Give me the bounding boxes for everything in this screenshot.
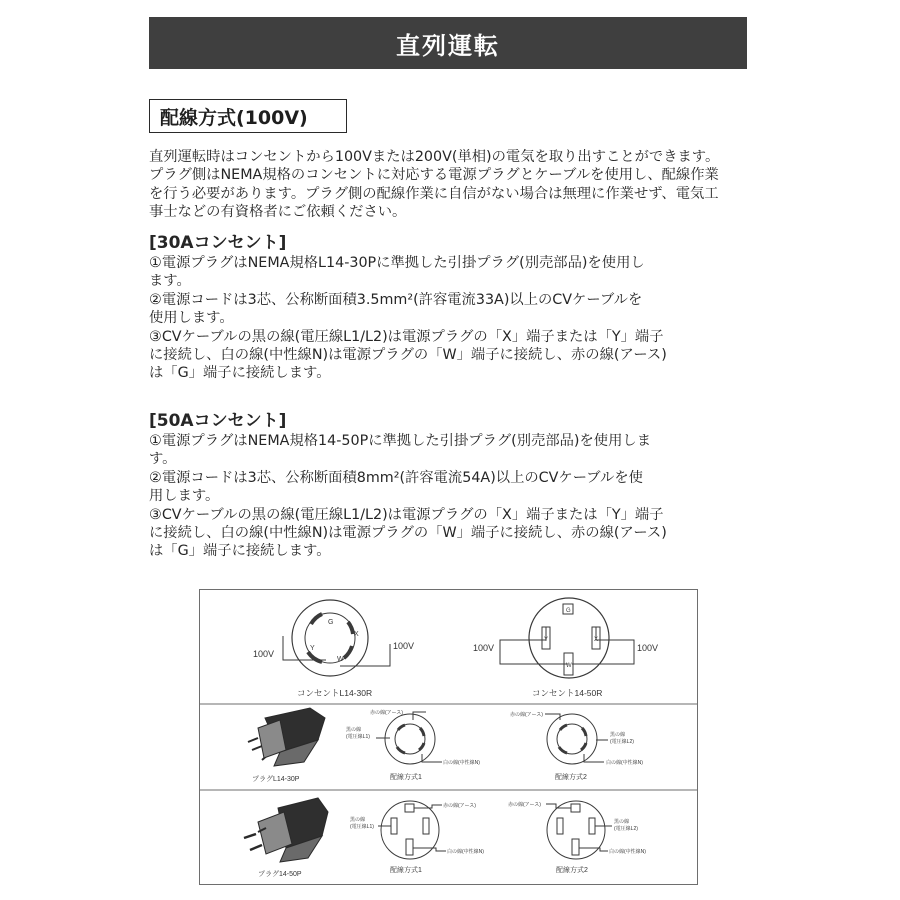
outlet-30a-line: ①電源プラグはNEMA規格L14-30Pに準拠した引掛プラグ(別売部品)を使用し [149,255,645,271]
outlet-l14-30r-diagram [283,600,390,676]
wiring-diagram [199,589,698,885]
intro-line: 直列運転時はコンセントから100Vまたは200V(単相)の電気を取り出すことができます。 [149,149,720,165]
wire-label: 白の線(中性線N) [443,760,480,766]
outlet-50a-line: に接続し、白の線(中性線N)は電源プラグの「W」端子に接続し、赤の線(アース) [149,525,667,542]
section-title-box [149,99,347,133]
wire-label: 黒の線 [346,727,362,733]
outlet-50a-line: ①電源プラグはNEMA規格14-50Pに準拠した引掛プラグ(別売部品)を使用しま [149,433,651,449]
voltage-label: 100V [253,649,275,659]
section-title: 配線方式(100V) [160,106,308,129]
outlet-30a-line: ます。 [149,273,191,290]
plug-l14-30p-illustration [248,708,325,766]
outlet-50a-line: 用します。 [149,488,220,505]
wire-label: 赤の線(アース) [370,710,403,716]
method1-caption: 配線方式1 [390,774,422,781]
wiring-method-2-l14-diagram [545,714,608,764]
outlet-14-50r-caption: コンセント14-50R [532,688,603,698]
pin-label: Y [310,645,315,652]
pin-label: X [354,631,359,638]
intro-paragraph [149,148,749,222]
voltage-label: 100V [393,641,415,651]
intro-line: を行う必要があります。プラグ側の配線作業に自信がない場合は無理に作業せず、電気工 [149,185,719,202]
wire-label: (電圧線L1) [350,824,374,830]
page-title-banner [149,17,747,69]
voltage-label: 100V [473,643,495,653]
wire-label: 赤の線(アース) [443,803,476,809]
outlet-l14-30r-caption: コンセントL14-30R [297,688,373,698]
outlet-30a-line: ②電源コードは3芯、公称断面積3.5mm²(許容電流33A)以上のCVケーブルを [149,291,643,308]
wire-label: 黒の線 [350,817,366,823]
pin-label: X [594,637,599,643]
plug-l14-30p-caption: プラグL14-30P [252,776,300,783]
intro-line: 事士などの有資格者にご依頼ください。 [149,204,407,221]
wire-label: (電圧線L1) [346,734,370,740]
wire-label: (電圧線L2) [614,826,638,832]
outlet-30a-line: ③CVケーブルの黒の線(電圧線L1/L2)は電源プラグの「X」端子または「Y」端子 [149,328,664,345]
wire-label: 黒の線 [610,732,626,738]
outlet-50a-section [149,410,749,561]
outlet-50a-line: ③CVケーブルの黒の線(電圧線L1/L2)は電源プラグの「X」端子または「Y」端子 [149,506,664,523]
outlet-14-50r-diagram [500,598,634,678]
wire-label: 白の線(中性線N) [609,849,646,855]
pin-label: W [566,663,572,669]
page-title: 直列運転 [396,31,500,60]
wiring-method-1-l14-diagram [376,712,442,764]
outlet-30a-line: は「G」端子に接続します。 [149,365,331,382]
method1-caption: 配線方式1 [390,867,422,874]
plug-14-50p-illustration [244,798,328,862]
wire-label: 赤の線(アース) [508,802,541,808]
outlet-30a-section [149,232,749,383]
wire-label: (電圧線L2) [610,739,634,745]
outlet-50a-line: す。 [149,451,177,468]
outlet-50a-line: は「G」端子に接続します。 [149,543,331,560]
pin-label: Y [544,637,549,643]
outlet-30a-line: に接続し、白の線(中性線N)は電源プラグの「W」端子に接続し、赤の線(アース) [149,347,667,364]
wire-label: 白の線(中性線N) [447,849,484,855]
plug-14-50p-caption: プラグ14-50P [258,871,302,878]
wire-label: 白の線(中性線N) [606,760,643,766]
wire-label: 黒の線 [614,819,630,825]
method2-caption: 配線方式2 [555,774,587,781]
method2-caption: 配線方式2 [556,867,588,874]
intro-line: プラグ側はNEMA規格のコンセントに対応する電源プラグとケーブルを使用し、配線作業 [149,167,719,184]
outlet-50a-heading: [50Aコンセント] [149,411,287,431]
outlet-30a-heading: [30Aコンセント] [149,233,287,253]
wiring-method-2-14-50-diagram [546,801,612,859]
outlet-30a-line: 使用します。 [149,310,234,327]
pin-label: W [337,656,344,663]
outlet-50a-line: ②電源コードは3芯、公称断面積8mm²(許容電流54A)以上のCVケーブルを使 [149,469,643,486]
pin-label: G [328,619,334,626]
wire-label: 赤の線(アース) [510,712,543,718]
wiring-method-1-14-50-diagram [378,801,446,859]
pin-label: G [566,608,571,614]
voltage-label: 100V [637,643,659,653]
